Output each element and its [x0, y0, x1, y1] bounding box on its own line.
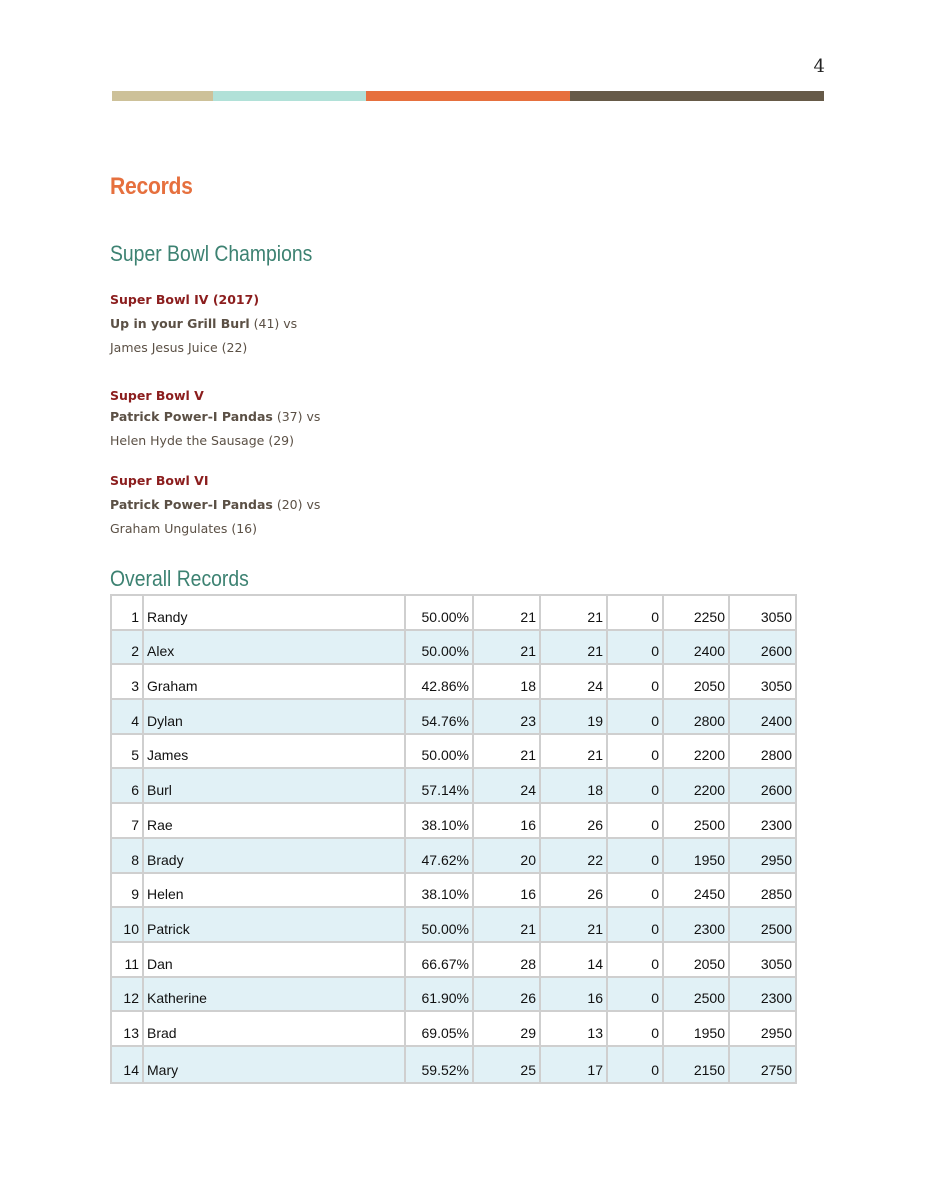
name-cell: Helen: [144, 874, 406, 909]
rank-cell: 10: [112, 908, 144, 943]
ties-cell: 0: [608, 700, 664, 735]
losses-cell: 19: [541, 700, 608, 735]
color-bar-segment: [366, 91, 570, 101]
points-against-cell: 2300: [730, 804, 795, 839]
table-row: [112, 665, 795, 700]
ties-cell: 0: [608, 1047, 664, 1082]
losses-cell: 24: [541, 665, 608, 700]
win-pct-cell: 38.10%: [406, 874, 474, 909]
super-bowl-loser: Helen Hyde the Sausage (29): [110, 433, 294, 448]
win-pct-cell: 54.76%: [406, 700, 474, 735]
losses-cell: 13: [541, 1012, 608, 1047]
losses-cell: 21: [541, 596, 608, 631]
losses-cell: 26: [541, 804, 608, 839]
points-against-cell: 3050: [730, 665, 795, 700]
points-against-cell: 2300: [730, 978, 795, 1013]
color-bar-segment: [213, 91, 366, 101]
color-bar-segment: [112, 91, 213, 101]
super-bowl-champions-heading: Super Bowl Champions: [110, 241, 313, 266]
table-row: [112, 943, 795, 978]
points-for-cell: 2050: [664, 665, 730, 700]
points-against-cell: 3050: [730, 596, 795, 631]
overall-records-table: [110, 594, 797, 1084]
points-for-cell: 1950: [664, 1012, 730, 1047]
points-against-cell: 2750: [730, 1047, 795, 1082]
rank-cell: 9: [112, 874, 144, 909]
ties-cell: 0: [608, 769, 664, 804]
losses-cell: 17: [541, 1047, 608, 1082]
wins-cell: 29: [474, 1012, 541, 1047]
page-number: 4: [813, 56, 825, 77]
losses-cell: 18: [541, 769, 608, 804]
super-bowl-winner: Up in your Grill Burl: [110, 316, 250, 331]
points-against-cell: 2950: [730, 1012, 795, 1047]
win-pct-cell: 47.62%: [406, 839, 474, 874]
points-for-cell: 2200: [664, 769, 730, 804]
points-for-cell: 2800: [664, 700, 730, 735]
name-cell: Burl: [144, 769, 406, 804]
wins-cell: 21: [474, 631, 541, 666]
wins-cell: 16: [474, 874, 541, 909]
points-for-cell: 2200: [664, 735, 730, 770]
ties-cell: 0: [608, 1012, 664, 1047]
name-cell: Brady: [144, 839, 406, 874]
name-cell: Dylan: [144, 700, 406, 735]
name-cell: Graham: [144, 665, 406, 700]
ties-cell: 0: [608, 631, 664, 666]
ties-cell: 0: [608, 978, 664, 1013]
rank-cell: 3: [112, 665, 144, 700]
name-cell: Rae: [144, 804, 406, 839]
table-row: [112, 700, 795, 735]
super-bowl-entry: [110, 469, 320, 541]
rank-cell: 5: [112, 735, 144, 770]
rank-cell: 11: [112, 943, 144, 978]
super-bowl-title: Super Bowl V: [110, 388, 204, 403]
table-row: [112, 596, 795, 631]
losses-cell: 21: [541, 631, 608, 666]
super-bowl-winner-score: (41) vs: [249, 316, 298, 331]
points-against-cell: 2400: [730, 700, 795, 735]
ties-cell: 0: [608, 874, 664, 909]
wins-cell: 21: [474, 908, 541, 943]
points-for-cell: 2400: [664, 631, 730, 666]
rank-cell: 7: [112, 804, 144, 839]
table-row: [112, 874, 795, 909]
wins-cell: 16: [474, 804, 541, 839]
points-for-cell: 2300: [664, 908, 730, 943]
super-bowl-title: Super Bowl VI: [110, 473, 209, 488]
super-bowl-winner-score: (20) vs: [272, 497, 321, 512]
points-against-cell: 2850: [730, 874, 795, 909]
points-against-cell: 2600: [730, 769, 795, 804]
records-heading: Records: [110, 173, 193, 200]
wins-cell: 23: [474, 700, 541, 735]
name-cell: Mary: [144, 1047, 406, 1082]
points-against-cell: 3050: [730, 943, 795, 978]
ties-cell: 0: [608, 804, 664, 839]
color-bar-segment: [570, 91, 824, 101]
overall-records-heading: Overall Records: [110, 566, 249, 591]
name-cell: Katherine: [144, 978, 406, 1013]
name-cell: Patrick: [144, 908, 406, 943]
rank-cell: 4: [112, 700, 144, 735]
name-cell: Brad: [144, 1012, 406, 1047]
rank-cell: 8: [112, 839, 144, 874]
table-row: [112, 769, 795, 804]
points-for-cell: 2050: [664, 943, 730, 978]
header-color-bar: [112, 91, 824, 101]
losses-cell: 16: [541, 978, 608, 1013]
table-row: [112, 1012, 795, 1047]
points-against-cell: 2600: [730, 631, 795, 666]
losses-cell: 26: [541, 874, 608, 909]
ties-cell: 0: [608, 665, 664, 700]
super-bowl-entry: [110, 288, 297, 360]
super-bowl-winner: Patrick Power-I Pandas: [110, 497, 273, 512]
rank-cell: 14: [112, 1047, 144, 1082]
win-pct-cell: 57.14%: [406, 769, 474, 804]
wins-cell: 26: [474, 978, 541, 1013]
points-for-cell: 2500: [664, 804, 730, 839]
win-pct-cell: 50.00%: [406, 735, 474, 770]
table-row: [112, 735, 795, 770]
rank-cell: 13: [112, 1012, 144, 1047]
win-pct-cell: 59.52%: [406, 1047, 474, 1082]
ties-cell: 0: [608, 943, 664, 978]
win-pct-cell: 50.00%: [406, 908, 474, 943]
points-for-cell: 2150: [664, 1047, 730, 1082]
win-pct-cell: 42.86%: [406, 665, 474, 700]
win-pct-cell: 50.00%: [406, 631, 474, 666]
ties-cell: 0: [608, 839, 664, 874]
losses-cell: 21: [541, 735, 608, 770]
table-row: [112, 804, 795, 839]
name-cell: Randy: [144, 596, 406, 631]
points-for-cell: 2500: [664, 978, 730, 1013]
table-row: [112, 1047, 795, 1082]
wins-cell: 21: [474, 735, 541, 770]
super-bowl-winner: Patrick Power-I Pandas: [110, 409, 273, 424]
win-pct-cell: 50.00%: [406, 596, 474, 631]
wins-cell: 24: [474, 769, 541, 804]
table-row: [112, 908, 795, 943]
ties-cell: 0: [608, 908, 664, 943]
points-for-cell: 2250: [664, 596, 730, 631]
name-cell: James: [144, 735, 406, 770]
table-row: [112, 631, 795, 666]
wins-cell: 18: [474, 665, 541, 700]
super-bowl-title: Super Bowl IV (2017): [110, 292, 260, 307]
wins-cell: 25: [474, 1047, 541, 1082]
losses-cell: 21: [541, 908, 608, 943]
super-bowl-loser: Graham Ungulates (16): [110, 521, 258, 536]
table-row: [112, 839, 795, 874]
points-for-cell: 1950: [664, 839, 730, 874]
points-against-cell: 2500: [730, 908, 795, 943]
points-against-cell: 2950: [730, 839, 795, 874]
wins-cell: 21: [474, 596, 541, 631]
super-bowl-winner-score: (37) vs: [272, 409, 321, 424]
wins-cell: 28: [474, 943, 541, 978]
points-for-cell: 2450: [664, 874, 730, 909]
name-cell: Dan: [144, 943, 406, 978]
win-pct-cell: 61.90%: [406, 978, 474, 1013]
ties-cell: 0: [608, 735, 664, 770]
losses-cell: 14: [541, 943, 608, 978]
super-bowl-entry: [110, 387, 320, 453]
win-pct-cell: 69.05%: [406, 1012, 474, 1047]
rank-cell: 12: [112, 978, 144, 1013]
rank-cell: 2: [112, 631, 144, 666]
name-cell: Alex: [144, 631, 406, 666]
ties-cell: 0: [608, 596, 664, 631]
win-pct-cell: 66.67%: [406, 943, 474, 978]
table-row: [112, 978, 795, 1013]
points-against-cell: 2800: [730, 735, 795, 770]
rank-cell: 6: [112, 769, 144, 804]
rank-cell: 1: [112, 596, 144, 631]
super-bowl-loser: James Jesus Juice (22): [110, 340, 248, 355]
wins-cell: 20: [474, 839, 541, 874]
win-pct-cell: 38.10%: [406, 804, 474, 839]
losses-cell: 22: [541, 839, 608, 874]
